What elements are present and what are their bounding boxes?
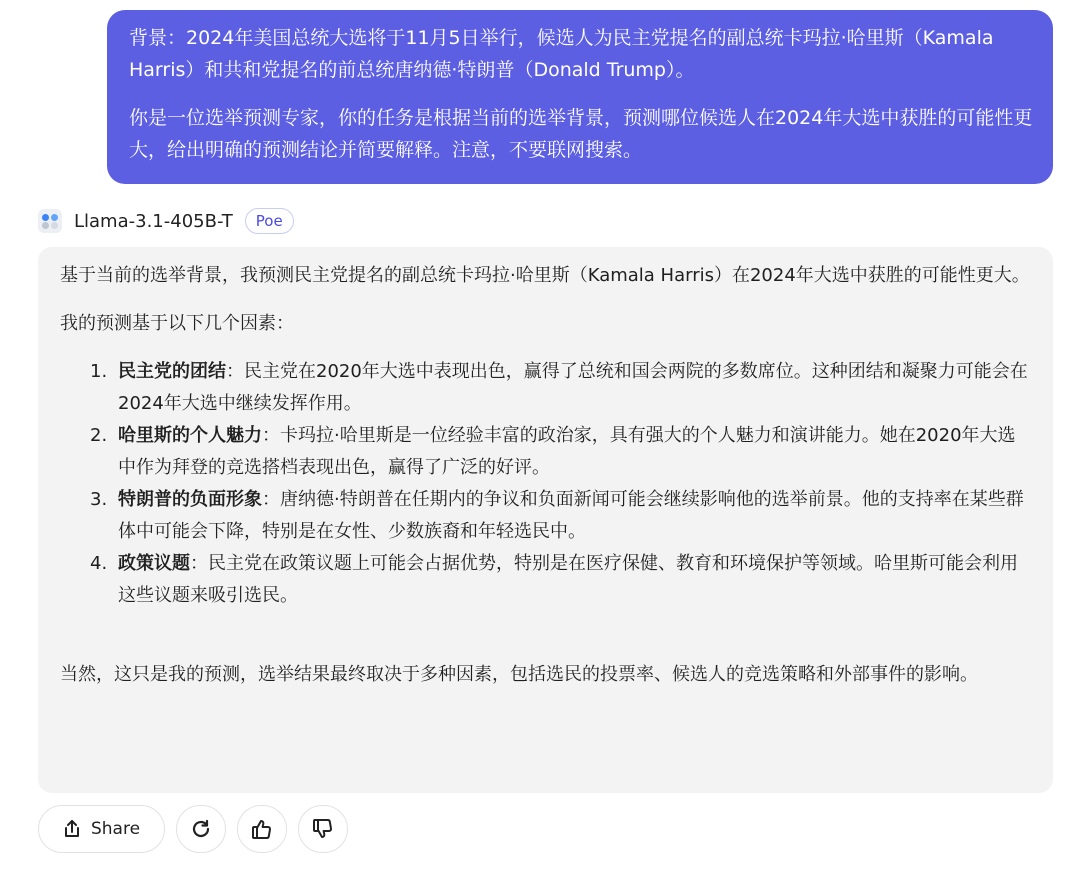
list-item-text: ：唐纳德·特朗普在任期内的争议和负面新闻可能会继续影响他的选举前景。他的支持率在某些群体中可能会下降，特别是在女性、少数族裔和年轻选民中。 [118,489,1024,542]
list-item-number: 4. [90,553,108,574]
share-label: Share [90,819,141,839]
list-item-text: ：民主党在政策议题上可能会占据优势，特别是在医疗保健、教育和环境保护等领域。哈里斯可能会利用这些议题来吸引选民。 [118,553,1018,606]
list-item-title: 哈里斯的个人魅力 [118,425,262,446]
list-item-text: ：民主党在2020年大选中表现出色，赢得了总统和国会两院的多数席位。这种团结和凝聚力可能会在2024年大选中继续发挥作用。 [118,361,1028,414]
retry-button[interactable] [176,805,226,853]
list-item [60,420,1031,484]
bot-badge: Poe [245,208,294,234]
list-item [60,356,1031,420]
response-factors-intro: 我的预测基于以下几个因素： [60,313,294,334]
thumbs-down-icon [312,818,334,840]
bot-avatar-icon[interactable] [38,209,62,233]
user-message-paragraph: 你是一位选举预测专家，你的任务是根据当前的选举背景，预测哪位候选人在2024年大选中获胜的可能性更大，给出明确的预测结论并简要解释。注意，不要联网搜索。 [129,107,1033,161]
bot-response [38,247,1053,793]
retry-icon [190,818,212,840]
list-item-title: 民主党的团结 [118,361,226,382]
share-icon [63,819,81,839]
factors-list [60,356,1031,612]
bot-name[interactable]: Llama-3.1-405B-T [74,210,233,232]
like-button[interactable] [237,805,287,853]
list-item-text: ：卡玛拉·哈里斯是一位经验丰富的政治家，具有强大的个人魅力和演讲能力。她在2020年大选中作为拜登的竞选搭档表现出色，赢得了广泛的好评。 [118,425,1016,478]
message-actions [38,804,359,854]
response-intro: 基于当前的选举背景，我预测民主党提名的副总统卡玛拉·哈里斯（Kamala Harris）在2024年大选中获胜的可能性更大。 [60,265,1030,286]
list-item [60,548,1031,612]
list-item-number: 1. [90,361,108,382]
list-item-number: 2. [90,425,108,446]
list-item [60,484,1031,548]
dislike-button[interactable] [298,805,348,853]
user-message-paragraph: 背景：2024年美国总统大选将于11月5日举行，候选人为民主党提名的副总统卡玛拉·哈里斯（Kamala Harris）和共和党提名的前总统唐纳德·特朗普（Donald Trump）。 [129,27,994,81]
share-button[interactable] [38,805,165,853]
response-conclusion: 当然，这只是我的预测，选举结果最终取决于多种因素，包括选民的投票率、候选人的竞选策略和外部事件的影响。 [60,664,978,685]
list-item-number: 3. [90,489,108,510]
user-message-bubble [107,10,1053,184]
list-item-title: 政策议题 [118,553,190,574]
list-item-title: 特朗普的负面形象 [118,489,262,510]
thumbs-up-icon [251,818,273,840]
bot-header [38,206,294,236]
